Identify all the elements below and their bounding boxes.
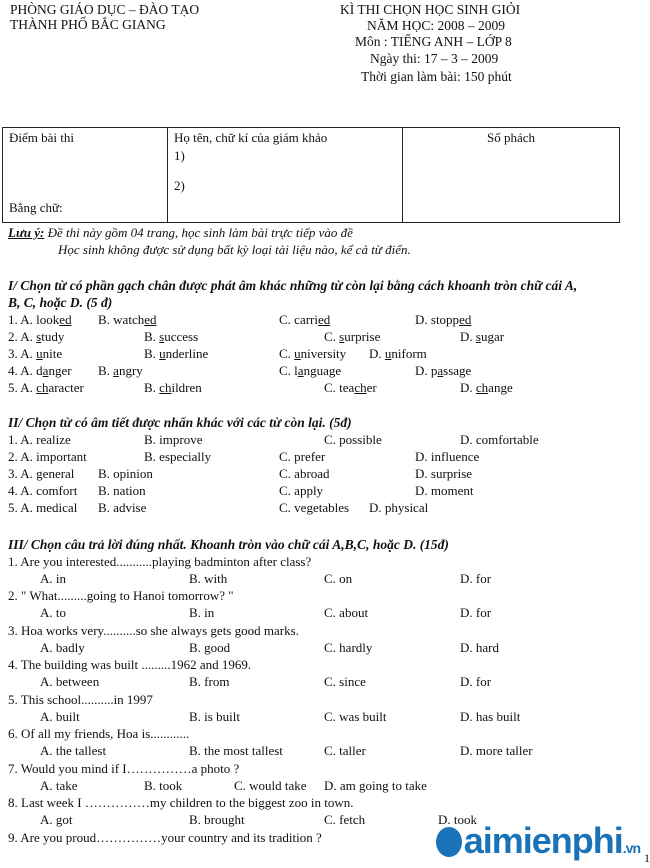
examiner-1: 1) bbox=[174, 148, 185, 163]
s3-question-9: 9. Are you proud……………your country and its tradition ? bbox=[8, 830, 322, 845]
logo-mark-icon bbox=[436, 827, 462, 857]
note-line-1 bbox=[8, 225, 353, 241]
examiner-2: 2) bbox=[174, 178, 185, 193]
section-2-title: II/ Chọn từ có âm tiết được nhấn khác với các từ còn lại. (5đ) bbox=[8, 415, 352, 430]
score-table bbox=[2, 127, 620, 223]
city-name: THÀNH PHỐ BẮC GIANG bbox=[10, 17, 166, 32]
note-line-2: Học sinh không được sử dụng bất kỳ loại tài liệu nào, kể cả từ điển. bbox=[58, 242, 411, 257]
examiner-cell bbox=[168, 128, 403, 223]
section-1-title-2: B, C, hoặc D. (5 đ) bbox=[8, 295, 113, 310]
s3-question-5: 5. This school..........in 1997 bbox=[8, 692, 153, 707]
score-cell bbox=[3, 128, 168, 223]
exam-date: Ngày thi: 17 – 3 – 2009 bbox=[370, 51, 499, 66]
section-1-title-1: I/ Chọn từ có phần gạch chân được phát âm khác những từ còn lại bằng cách khoanh tròn chữ cái A, bbox=[8, 278, 578, 293]
school-year: NĂM HỌC: 2008 – 2009 bbox=[367, 18, 506, 33]
s3-question-8: 8. Last week I ……………my children to the biggest zoo in town. bbox=[8, 795, 354, 810]
code-label: Số phách bbox=[486, 130, 536, 145]
s3-question-4: 4. The building was built .........1962 and 1969. bbox=[8, 657, 252, 672]
exam-duration: Thời gian làm bài: 150 phút bbox=[361, 69, 512, 84]
s3-question-7: 7. Would you mind if I……………a photo ? bbox=[8, 761, 240, 776]
section-3-title: III/ Chọn câu trả lời đúng nhất. Khoanh tròn vào chữ cái A,B,C, hoặc D. (15đ) bbox=[8, 537, 449, 552]
s3-question-2: 2. " What.........going to Hanoi tomorrow? " bbox=[8, 588, 234, 603]
subject: Môn : TIẾNG ANH – LỚP 8 bbox=[355, 34, 512, 49]
note-text-1: Đề thi này gồm 04 trang, học sinh làm bài trực tiếp vào đề bbox=[44, 225, 353, 240]
score-in-words-label: Bằng chữ: bbox=[9, 200, 63, 215]
dept-name: PHÒNG GIÁO DỤC – ĐÀO TẠO bbox=[10, 2, 200, 17]
note-label: Lưu ý: bbox=[8, 225, 45, 240]
exam-title: KÌ THI CHỌN HỌC SINH GIỎI bbox=[340, 2, 521, 17]
score-label: Điểm bài thi bbox=[9, 130, 74, 145]
s3-question-1: 1. Are you interested...........playing badminton after class? bbox=[8, 554, 312, 569]
s3-question-3: 3. Hoa works very..........so she always gets good marks. bbox=[8, 623, 299, 638]
examiner-label: Họ tên, chữ kí của giám khảo bbox=[174, 130, 328, 145]
page-number: 1 bbox=[644, 851, 650, 865]
code-cell bbox=[403, 128, 620, 223]
s3-question-6: 6. Of all my friends, Hoa is............ bbox=[8, 726, 190, 741]
site-logo: aimienphi.vn bbox=[436, 820, 640, 862]
